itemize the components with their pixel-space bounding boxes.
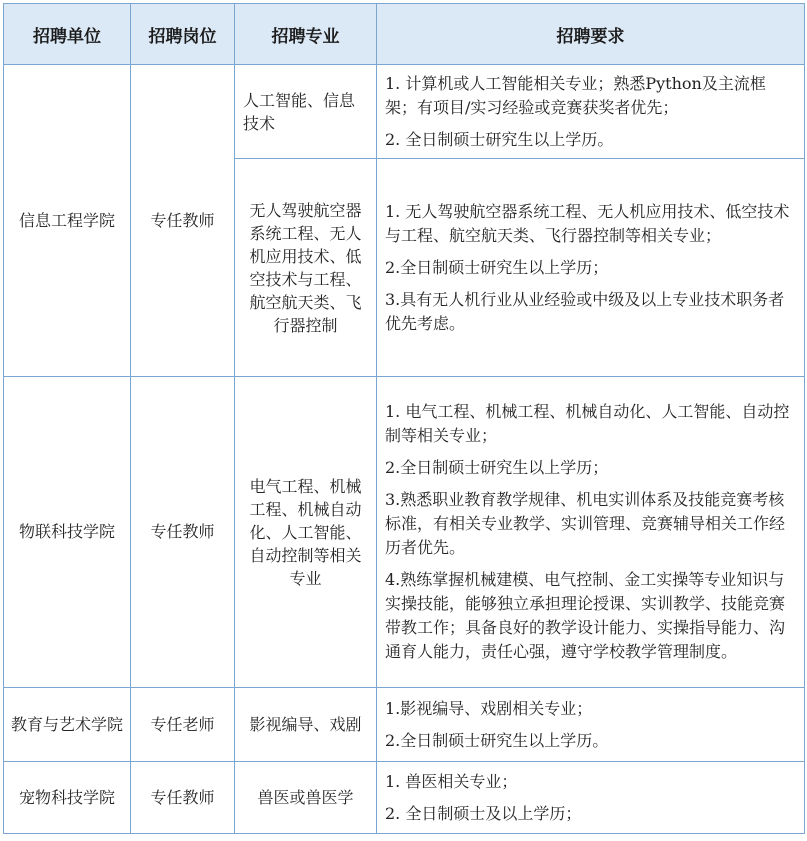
requirement-item: 1. 电气工程、机械工程、机械自动化、人工智能、自动控制等相关专业； [385, 402, 790, 445]
major-text: 无人驾驶航空器系统工程、无人机应用技术、低空技术与工程、航空航天类、飞行器控制 [249, 200, 362, 335]
requirement-item: 2.全日制硕士研究生以上学历。 [385, 730, 609, 750]
header-requirements: 招聘要求 [377, 4, 805, 65]
major-cell [235, 377, 377, 688]
major-text: 兽医或兽医学 [257, 788, 354, 807]
requirement-item: 3.熟悉职业教育教学规律、机电实训体系及技能竞赛考核标准，有相关专业教学、实训管理、竞赛辅导相关工作经历者优先。 [385, 490, 786, 557]
table-row [4, 688, 805, 762]
major-text: 影视编导、戏剧 [249, 715, 362, 734]
post-name: 专任老师 [150, 714, 215, 734]
requirement-item: 2. 全日制硕士研究生以上学历。 [385, 129, 614, 149]
unit-name: 教育与艺术学院 [10, 714, 123, 734]
requirement-item: 1.影视编导、戏剧相关专业； [385, 698, 593, 718]
requirements-cell [377, 688, 805, 762]
requirement-item: 2. 全日制硕士及以上学历； [385, 803, 582, 823]
major-text: 人工智能、信息技术 [243, 90, 356, 133]
unit-name: 宠物科技学院 [18, 787, 115, 807]
unit-name: 物联科技学院 [18, 522, 115, 541]
major-cell [235, 688, 377, 762]
unit-name: 信息工程学院 [18, 210, 115, 230]
requirements-cell [377, 377, 805, 688]
recruitment-table [3, 3, 805, 834]
post-name: 专任教师 [150, 210, 215, 230]
post-name: 专任教师 [150, 787, 215, 807]
requirement-item: 1. 计算机或人工智能相关专业；熟悉Python及主流框架；有项目/实习经验或竞赛获奖者优先； [385, 73, 766, 117]
header-post: 招聘岗位 [131, 4, 235, 65]
table-row [4, 377, 805, 688]
post-cell [131, 65, 235, 377]
header-major: 招聘专业 [235, 4, 377, 65]
post-cell [131, 377, 235, 688]
major-text: 电气工程、机械工程、机械自动化、人工智能、自动控制等相关专业 [249, 476, 362, 588]
requirements-cell [377, 159, 805, 377]
requirement-item: 1. 兽医相关专业； [385, 771, 518, 791]
post-cell [131, 762, 235, 834]
unit-cell [4, 65, 131, 377]
header-row [4, 4, 805, 65]
table-row [4, 762, 805, 834]
unit-cell [4, 762, 131, 834]
unit-cell [4, 377, 131, 688]
requirement-item: 4.熟练掌握机械建模、电气控制、金工实操等专业知识与实操技能，能够独立承担理论授课、实训教学、技能竞赛带教工作；具备良好的教学设计能力、实操指导能力、沟通育人能力，责任心强，遵守学校教学管理制度。 [385, 570, 786, 661]
requirement-item: 3.具有无人机行业从业经验或中级及以上专业技术职务者优先考虑。 [385, 289, 785, 333]
requirement-item: 2.全日制硕士研究生以上学历； [385, 257, 609, 277]
major-cell [235, 65, 377, 159]
post-cell [131, 688, 235, 762]
unit-cell [4, 688, 131, 762]
major-cell [235, 159, 377, 377]
table-row [4, 65, 805, 159]
requirements-cell [377, 65, 805, 159]
requirements-cell [377, 762, 805, 834]
major-cell [235, 762, 377, 834]
header-unit: 招聘单位 [4, 4, 131, 65]
requirement-item: 2.全日制硕士研究生以上学历； [385, 458, 609, 477]
post-name: 专任教师 [150, 522, 215, 541]
requirement-item: 1. 无人驾驶航空器系统工程、无人机应用技术、低空技术与工程、航空航天类、飞行器控制等相关专业； [385, 201, 790, 245]
